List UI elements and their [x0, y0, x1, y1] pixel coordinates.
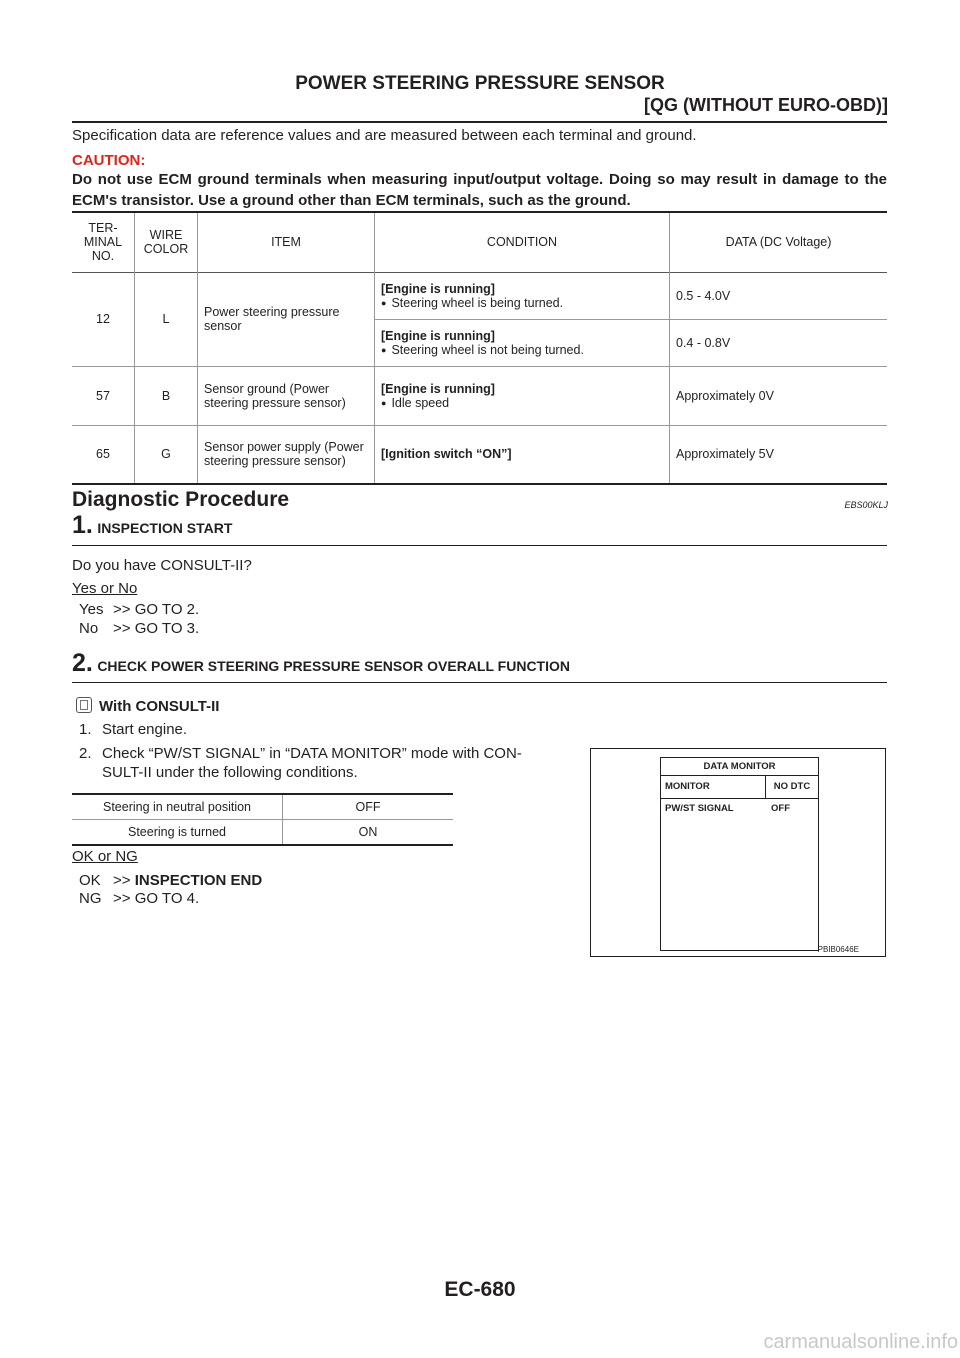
- option-key: No: [79, 620, 99, 637]
- option-action: INSPECTION END: [134, 872, 263, 889]
- step-1-heading: [72, 511, 232, 540]
- section-code: EBS00KLJ: [844, 500, 888, 510]
- screen-signal-value: OFF: [771, 803, 790, 814]
- header-terminal: TER-MINAL NO.: [72, 212, 135, 272]
- condition-table: [72, 793, 453, 846]
- screen-title: DATA MONITOR: [661, 758, 818, 776]
- value-cell: OFF: [355, 800, 381, 814]
- watermark: carmanualsonline.info: [763, 1331, 958, 1353]
- consult-icon: [76, 697, 92, 713]
- condition-cell: [375, 425, 670, 484]
- screen-header-row: [661, 776, 818, 799]
- intro-text: Specification data are reference values and are measured between each terminal and ground.: [72, 127, 697, 144]
- item-cell: Sensor ground (Power steering pressure sensor): [198, 366, 375, 425]
- condition-cell: [375, 319, 670, 366]
- list-text: Check “PW/ST SIGNAL” in “DATA MONITOR” mode with CON-: [102, 745, 522, 762]
- table-row: [72, 366, 887, 425]
- screen-no-dtc-label: NO DTC: [773, 781, 811, 792]
- data-cell: Approximately 5V: [676, 447, 774, 462]
- condition-cell: Steering in neutral position: [72, 794, 283, 820]
- option-action: GO TO 3.: [134, 620, 200, 637]
- option-action: GO TO 4.: [134, 890, 200, 907]
- list-item: [79, 745, 522, 762]
- list-text-continued: SULT-II under the following conditions.: [102, 764, 358, 781]
- item-cell: Power steering pressure sensor: [198, 272, 375, 366]
- list-text: Start engine.: [102, 721, 188, 738]
- terminal-cell: 57: [72, 366, 135, 425]
- table-row: [72, 794, 453, 820]
- section-heading: Diagnostic Procedure: [72, 488, 290, 511]
- option-arrow: >>: [113, 890, 131, 907]
- item-cell: Sensor power supply (Power steering pressure sensor): [198, 425, 375, 484]
- option-no: [79, 620, 199, 637]
- condition-heading: [Engine is running]: [381, 381, 495, 396]
- option-key: Yes: [79, 601, 104, 618]
- option-key: OK: [79, 872, 101, 889]
- header-item: ITEM: [198, 212, 375, 272]
- header-data: DATA (DC Voltage): [725, 235, 832, 250]
- wire-cell: B: [135, 366, 198, 425]
- page-title: POWER STEERING PRESSURE SENSOR: [295, 73, 665, 94]
- value-cell: ON: [358, 825, 378, 839]
- data-cell: Approximately 0V: [676, 388, 774, 403]
- option-ok: [79, 872, 262, 889]
- condition-heading: [Ignition switch “ON”]: [381, 447, 512, 462]
- step-number: 1.: [72, 511, 93, 539]
- consult-screen: [660, 757, 819, 951]
- condition-cell: [375, 366, 670, 425]
- condition-heading: [Engine is running]: [381, 281, 495, 296]
- step-number: 2.: [72, 649, 93, 677]
- step-1-question: Do you have CONSULT-II?: [72, 557, 252, 574]
- list-number: 2.: [79, 745, 92, 762]
- condition-bullet: ● Idle speed: [381, 396, 449, 410]
- option-yes: [79, 601, 199, 618]
- condition-heading: [Engine is running]: [381, 328, 495, 343]
- step-title: INSPECTION START: [97, 520, 233, 536]
- caution-text: Do not use ECM ground terminals when measuring input/output voltage. Doing so may result in damage to the ECM's transistor. Use a ground other than ECM terminals, such as the ground.: [72, 171, 887, 209]
- option-arrow: >>: [113, 620, 131, 637]
- condition-cell: [375, 272, 670, 319]
- figure-code: PBIB0646E: [817, 945, 859, 954]
- table-row: [72, 272, 887, 319]
- data-cell: 0.5 - 4.0V: [676, 288, 731, 303]
- header-condition: CONDITION: [375, 212, 670, 272]
- table-row: [72, 425, 887, 484]
- header-rule: [72, 121, 887, 123]
- wire-cell: G: [135, 425, 198, 484]
- table-row: [72, 820, 453, 846]
- data-monitor-figure: [590, 748, 886, 957]
- condition-bullet: ● Steering wheel is being turned.: [381, 296, 563, 310]
- with-consult-label: [76, 697, 219, 715]
- screen-monitor-label: MONITOR: [661, 776, 766, 798]
- condition-bullet: ● Steering wheel is not being turned.: [381, 343, 584, 357]
- wire-cell: L: [135, 272, 198, 366]
- step-2-heading: [72, 649, 570, 678]
- option-key: NG: [79, 890, 102, 907]
- option-action: GO TO 2.: [134, 601, 200, 618]
- option-ng: [79, 890, 199, 907]
- screen-signal-row: [661, 799, 818, 814]
- step-title: CHECK POWER STEERING PRESSURE SENSOR OVERALL FUNCTION: [97, 658, 570, 674]
- page-number: EC-680: [444, 1278, 516, 1301]
- page-subtitle: [QG (WITHOUT EURO-OBD)]: [644, 95, 888, 115]
- caution-heading: CAUTION:: [72, 152, 146, 169]
- step-2-choice-label: OK or NG: [72, 848, 138, 865]
- screen-signal-name: PW/ST SIGNAL: [665, 803, 734, 814]
- header-wire-color: WIRE COLOR: [135, 212, 198, 272]
- condition-cell: Steering is turned: [72, 820, 283, 846]
- terminal-cell: 65: [72, 425, 135, 484]
- terminal-spec-table: [72, 211, 887, 485]
- option-arrow: >>: [113, 601, 131, 618]
- with-consult-text: With CONSULT-II: [99, 698, 220, 715]
- step-1-rule: [72, 545, 887, 546]
- list-item: [79, 721, 187, 738]
- step-1-choice-label: Yes or No: [72, 580, 138, 597]
- list-number: 1.: [79, 721, 92, 738]
- data-cell: 0.4 - 0.8V: [676, 335, 731, 350]
- option-arrow: >>: [113, 872, 131, 889]
- terminal-cell: 12: [72, 272, 135, 366]
- step-2-rule: [72, 682, 887, 683]
